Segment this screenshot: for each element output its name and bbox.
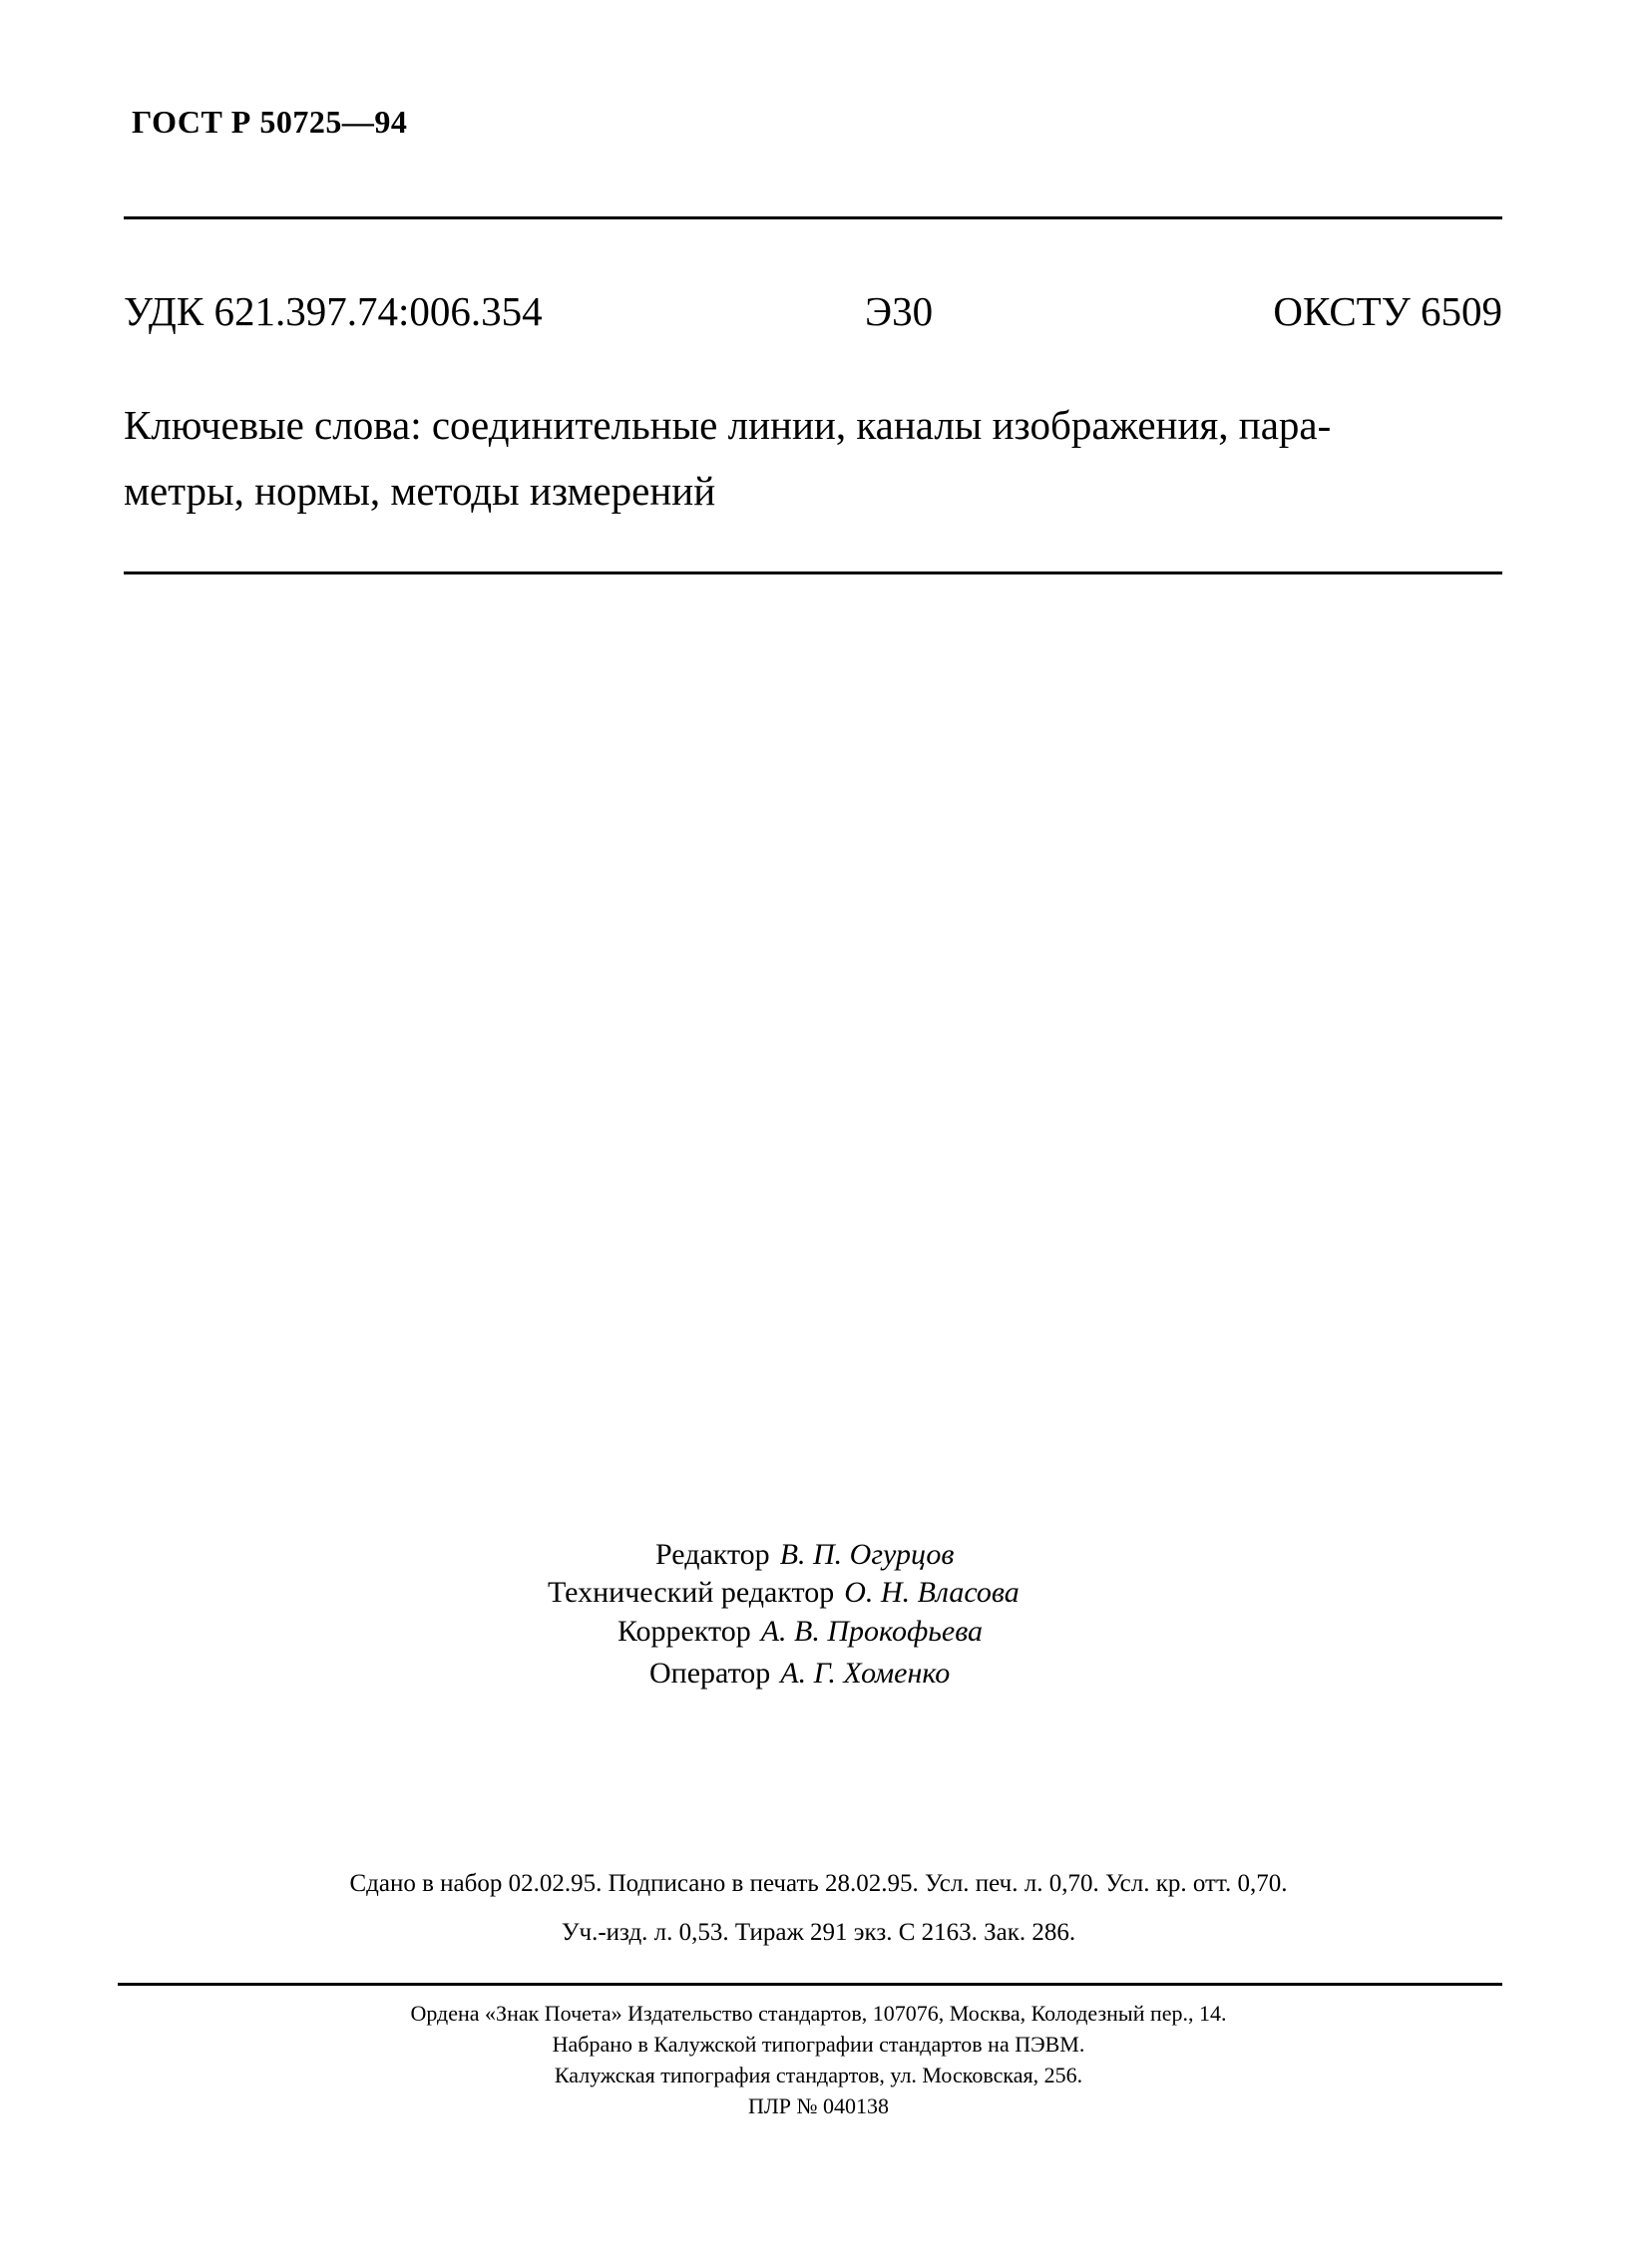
keywords-line-2: метры, нормы, методы измерений	[124, 468, 716, 514]
group-code: Э30	[865, 288, 934, 334]
standard-code: ГОСТ Р 50725—94	[132, 104, 408, 140]
staff-name: А. В. Прокофьева	[760, 1615, 984, 1648]
staff-tech-editor	[548, 1574, 1020, 1612]
staff-name: В. П. Огурцов	[779, 1538, 955, 1571]
staff-role: Корректор	[617, 1615, 751, 1648]
staff-corrector	[617, 1613, 983, 1651]
staff-role: Оператор	[649, 1657, 771, 1690]
top-divider	[124, 216, 1502, 219]
publisher-line-3: Калужская типография стандартов, ул. Московская, 256.	[554, 2063, 1083, 2087]
publisher-line-2: Набрано в Калужской типографии стандартов на ПЭВМ.	[552, 2032, 1085, 2057]
staff-editor	[655, 1536, 954, 1574]
imprint-line-1: Сдано в набор 02.02.95. Подписано в печать 28.02.95. Усл. печ. л. 0,70. Усл. кр. отт. 0,70.	[349, 1870, 1288, 1897]
keywords-divider	[124, 571, 1502, 574]
keywords-block	[124, 392, 1502, 524]
staff-role: Редактор	[655, 1538, 770, 1571]
publisher-line-1: Ордена «Знак Почета» Издательство стандартов, 107076, Москва, Колодезный пер., 14.	[410, 2001, 1227, 2026]
imprint-divider	[118, 1983, 1502, 1986]
okstu-code: ОКСТУ 6509	[1273, 288, 1502, 334]
keywords-line-1: Ключевые слова: соединительные линии, каналы изображения, пара-	[124, 402, 1332, 448]
staff-operator	[649, 1655, 950, 1693]
staff-role: Технический редактор	[548, 1576, 835, 1609]
udk-code: УДК 621.397.74:006.354	[124, 288, 543, 334]
publisher-line-4: ПЛР № 040138	[747, 2093, 890, 2118]
imprint-line-2: Уч.-изд. л. 0,53. Тираж 291 экз. С 2163. Зак. 286.	[561, 1919, 1076, 1946]
staff-name: А. Г. Хоменко	[780, 1657, 951, 1690]
staff-name: О. Н. Власова	[844, 1576, 1020, 1609]
